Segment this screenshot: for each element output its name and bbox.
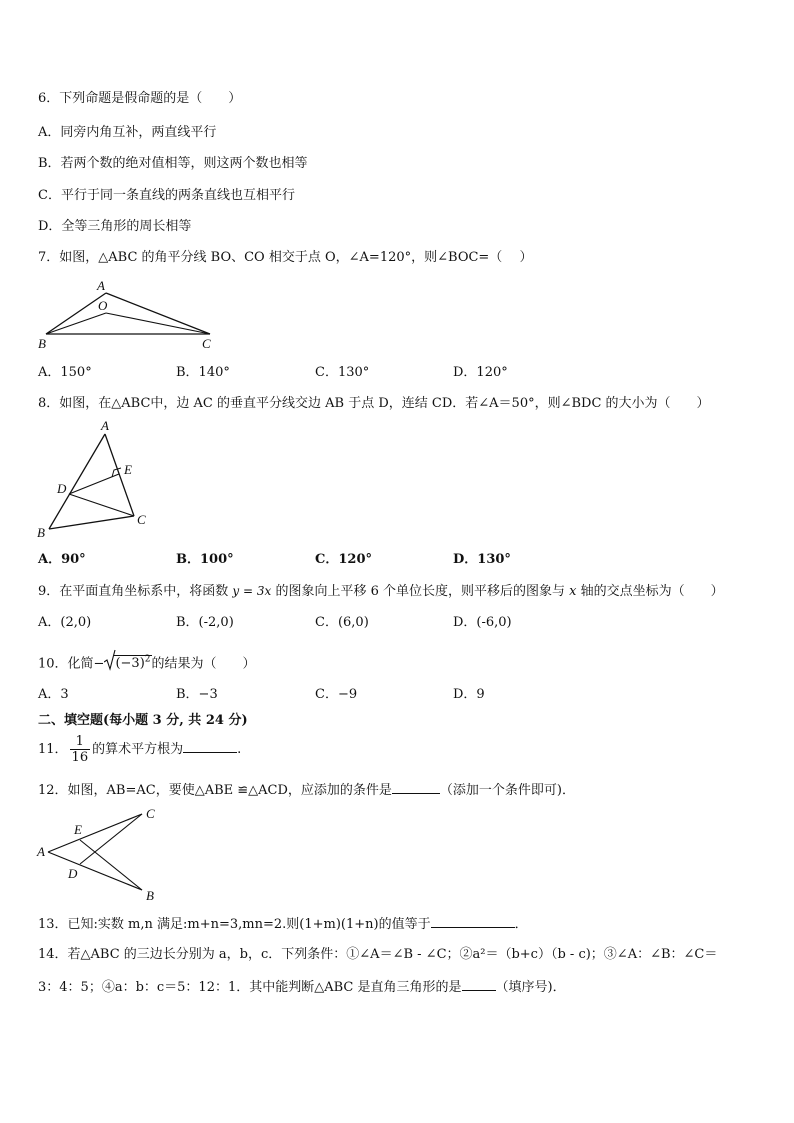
- q11-number: 11．: [38, 742, 68, 757]
- q11-text: 的算术平方根为: [92, 742, 184, 757]
- q8-label-d: D: [57, 481, 67, 496]
- q12-triangles-figure: [34, 804, 164, 904]
- q13-text: 13．已知:实数 m,n 满足:m+n=3,mn=2.则(1+m)(1+n)的值等于: [38, 917, 431, 932]
- q7-label-b: B: [38, 336, 46, 350]
- q7-option-a: A．150°: [38, 365, 92, 380]
- q8-label-e: E: [124, 462, 132, 477]
- q10-option-b: B．−3: [176, 687, 218, 702]
- q12-stem: [38, 780, 575, 800]
- q7-label-o: O: [98, 298, 108, 313]
- q10-option-d: D．9: [453, 687, 485, 702]
- q6-option-b: B．若两个数的绝对值相等，则这两个数也相等: [38, 156, 308, 171]
- q8-option-c: C．120°: [315, 552, 372, 567]
- q12-stem-before: 12．如图，AB=AC，要使△ABE ≌△ACD，应添加的条件是: [38, 783, 392, 798]
- q8-triangle-figure: [32, 416, 162, 542]
- q11-fraction-denominator: 16: [71, 750, 89, 765]
- q12-label-d: D: [68, 866, 78, 881]
- q8-label-b: B: [37, 525, 45, 540]
- q14-line-2-before: 3：4：5；④a：b：c＝5：12：1．其中能判断△ABC 是直角三角形的是: [38, 980, 462, 995]
- q8-label-c: C: [137, 512, 146, 527]
- q9-axis: x: [569, 584, 577, 599]
- q9-option-b: B．(-2,0): [176, 615, 234, 630]
- q10-radicand: (−3): [115, 656, 145, 672]
- q8-option-a: A．90°: [38, 552, 86, 567]
- q9-stem: [38, 582, 724, 601]
- q12-label-c: C: [146, 806, 155, 821]
- q11-stem: [38, 733, 241, 767]
- q7-option-b: B．140°: [176, 365, 230, 380]
- q6-option-c: C．平行于同一条直线的两条直线也互相平行: [38, 188, 295, 203]
- q11-end: .: [237, 742, 242, 757]
- q12-label-e: E: [74, 822, 82, 837]
- q13-answer-blank[interactable]: [431, 914, 515, 928]
- q10-option-c: C．−9: [315, 687, 358, 702]
- q11-answer-blank[interactable]: [183, 739, 237, 753]
- q6-option-d: D．全等三角形的周长相等: [38, 219, 192, 234]
- q9-option-d: D．(-6,0): [453, 615, 512, 630]
- q12-label-b: B: [146, 888, 154, 903]
- q9-function: y = 3x: [232, 584, 272, 598]
- q10-option-a: A．3: [38, 687, 69, 702]
- section-2-title: 二、填空题(每小题 3 分, 共 24 分): [38, 713, 248, 728]
- q14-line-2: [38, 977, 566, 997]
- q7-option-c: C．130°: [315, 365, 370, 380]
- q12-label-a: A: [37, 844, 45, 859]
- q12-answer-blank[interactable]: [392, 780, 440, 794]
- q6-option-a: A．同旁内角互补，两直线平行: [38, 125, 217, 140]
- q8-option-b: B．100°: [176, 552, 234, 567]
- q11-fraction-numerator: 1: [70, 734, 91, 750]
- q8-option-d: D．130°: [453, 552, 511, 567]
- q10-sqrt-icon: [104, 649, 116, 671]
- q14-answer-blank[interactable]: [462, 977, 496, 991]
- q7-label-a: A: [97, 278, 105, 293]
- q10-stem-after: 的结果为（ ）: [151, 656, 256, 672]
- q9-stem-middle: 的图象向上平移 6 个单位长度，则平移后的图象与: [275, 584, 565, 599]
- q12-stem-after: （添加一个条件即可)．: [439, 783, 575, 798]
- q13-end: ．: [514, 917, 528, 932]
- q14-line-2-after: （填序号)．: [495, 980, 566, 995]
- q10-exponent: 2: [144, 655, 151, 665]
- q7-stem: 7．如图，△ABC 的角平分线 BO、CO 相交于点 O，∠A=120°，则∠BOC=（ ）: [38, 250, 533, 265]
- q13-stem: [38, 914, 528, 934]
- q9-stem-after: 轴的交点坐标为（ ）: [580, 584, 724, 599]
- q7-triangle-figure: [34, 278, 224, 350]
- q7-option-d: D．120°: [453, 365, 508, 380]
- q8-stem: 8．如图，在△ABC中，边 AC 的垂直平分线交边 AB 于点 D，连结 CD．若∠A＝50°，则∠BDC 的大小为（ ）: [38, 396, 710, 411]
- q9-option-c: C．(6,0): [315, 615, 369, 630]
- q10-stem: [38, 647, 256, 677]
- q10-minus: −: [93, 656, 105, 672]
- q8-label-a: A: [101, 418, 109, 433]
- q7-label-c: C: [202, 336, 211, 350]
- q9-stem-before: 9．在平面直角坐标系中，将函数: [38, 584, 229, 599]
- q11-fraction: [70, 734, 91, 765]
- q14-line-1: 14．若△ABC 的三边长分别为 a，b，c．下列条件：①∠A＝∠B - ∠C；②a²＝（b+c）（b - c)；③∠A：∠B：∠C＝: [38, 947, 718, 962]
- q9-option-a: A．(2,0): [38, 615, 92, 630]
- q10-stem-before: 10．化简: [38, 656, 94, 672]
- q10-radical: [104, 647, 151, 677]
- q6-stem: 6．下列命题是假命题的是（ ）: [38, 91, 242, 106]
